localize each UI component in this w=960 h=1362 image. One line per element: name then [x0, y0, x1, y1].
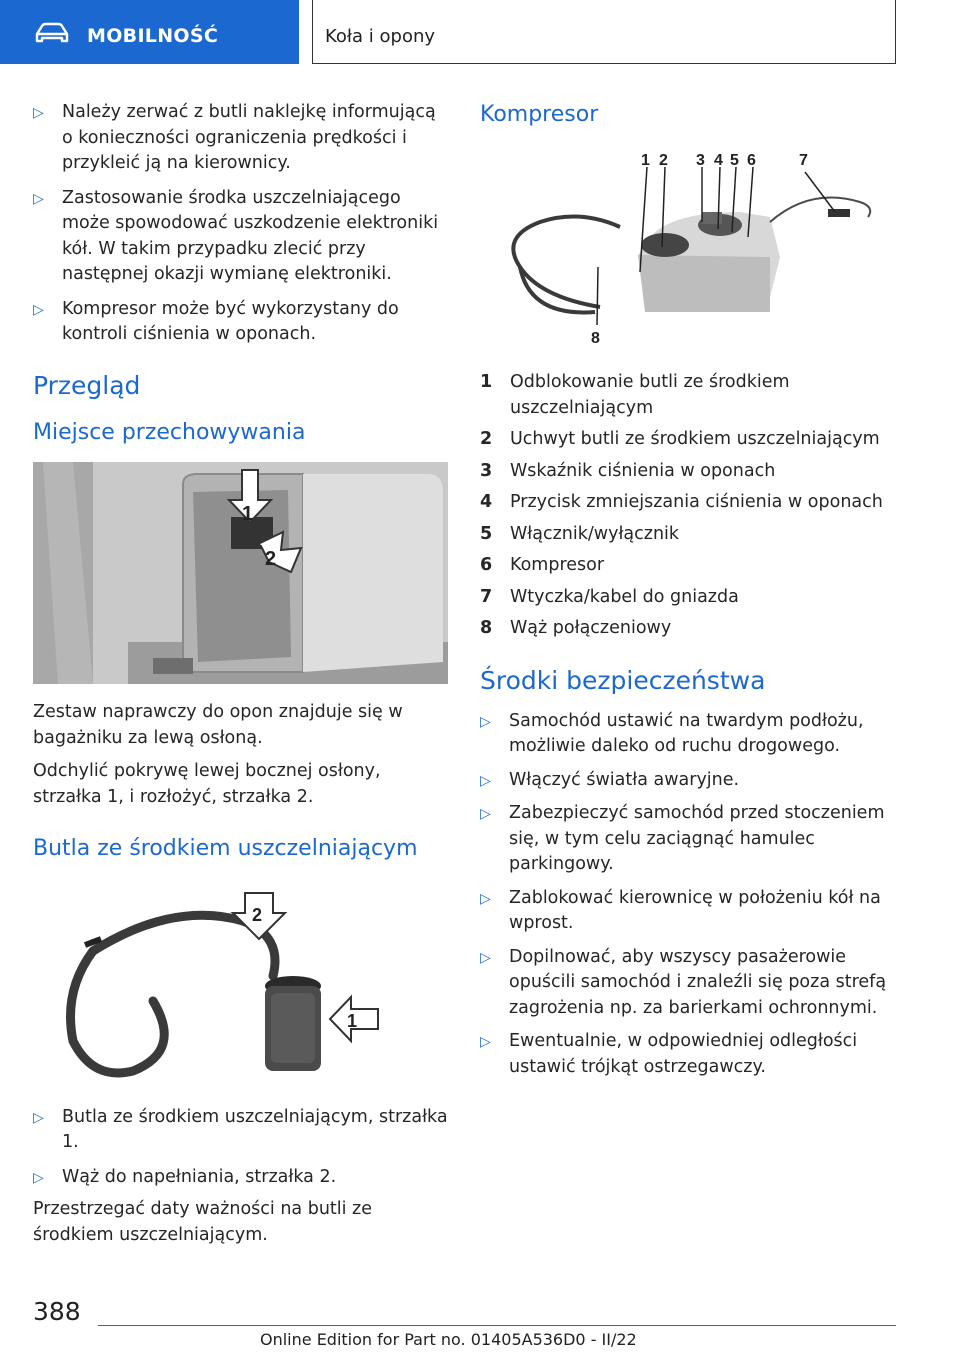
legend-item: 6 Kompresor	[480, 555, 605, 575]
triangle-bullet-icon: ▷	[33, 301, 44, 318]
heading-compressor: Kompresor	[480, 102, 599, 127]
figure-label: 4	[714, 152, 723, 169]
list-item: ▷ Należy zerwać z butli naklejkę informującą o konieczności ograniczenia prędkości i przykleić ją na kierownicy.	[33, 102, 436, 173]
figure-label: 6	[747, 152, 756, 169]
list-item: ▷ Dopilnować, aby wszyscy pasażerowie opuścili samochód i znaleźli się poza strefą zagrożenia np. za barierkami ochronnymi.	[480, 946, 887, 1018]
legend-item: 2 Uchwyt butli ze środkiem uszczelniającym	[480, 429, 880, 449]
figure-label: 2	[659, 152, 668, 169]
list-item: ▷ Zabezpieczyć samochód przed stoczeniem się, w tym celu zaciągnąć hamulec parkingowy.	[480, 803, 885, 874]
legend-item: 5 Włącznik/wyłącznik	[480, 523, 680, 544]
right-column	[480, 100, 900, 1080]
heading-storage: Miejsce przechowywania	[33, 419, 306, 445]
storage-location-image	[33, 462, 448, 684]
triangle-bullet-icon: ▷	[480, 949, 491, 966]
list-item: ▷ Ewentualnie, w odpowiedniej odległości ustawić trójkąt ostrzegawczy.	[480, 1031, 858, 1077]
chapter-tab[interactable]	[312, 0, 896, 64]
heading-safety: Środki bezpieczeństwa	[480, 665, 766, 695]
list-item: ▷ Zastosowanie środka uszczelniającego może spowodować uszkodzenie elektroniki kół. W takim przypadku zlecić przy następnej okazji wymianę elektroniki.	[33, 187, 439, 284]
list-item: ▷ Samochód ustawić na twardym podłożu, możliwie daleko od ruchu drogowego.	[480, 710, 864, 756]
legend-item: 8 Wąż połączeniowy	[480, 618, 672, 638]
triangle-bullet-icon: ▷	[480, 890, 491, 907]
figure-label: 2	[252, 904, 263, 925]
storage-paragraph-2: Odchylić pokrywę lewej bocznej osłony, strzałka 1, i rozłożyć, strzałka 2.	[33, 760, 381, 807]
section-label: MOBILNOŚĆ	[87, 25, 219, 47]
car-icon	[34, 22, 70, 44]
storage-paragraph-1: Zestaw naprawczy do opon znajduje się w bagażniku za lewą osłoną.	[33, 701, 403, 748]
legend-item: 4 Przycisk zmniejszania ciśnienia w oponach	[480, 492, 883, 512]
compressor-image	[480, 147, 895, 352]
figure-label: 2	[265, 547, 277, 570]
list-item: ▷ Wąż do napełniania, strzałka 2.	[33, 1165, 448, 1191]
left-column	[33, 100, 448, 1248]
edition-note: Online Edition for Part no. 01405A536D0 - II/22	[260, 1330, 637, 1349]
legend-item: 7 Wtyczka/kabel do gniazda	[480, 586, 739, 607]
list-item: ▷ Zablokować kierownicę w położeniu kół na wprost.	[480, 887, 881, 933]
triangle-bullet-icon: ▷	[480, 1034, 491, 1050]
list-item: ▷ Butla ze środkiem uszczelniającym, strzałka 1.	[33, 1106, 448, 1152]
legend-item: 1 Odblokowanie butli ze środkiem uszczelniającym	[480, 372, 790, 418]
triangle-bullet-icon: ▷	[480, 772, 491, 789]
triangle-bullet-icon: ▷	[33, 1169, 44, 1186]
triangle-bullet-icon: ▷	[480, 806, 491, 822]
figure-label: 5	[730, 152, 739, 169]
safety-list	[480, 709, 900, 1081]
heading-bottle: Butla ze środkiem uszczelniającym	[33, 835, 418, 861]
figure-label: 8	[591, 330, 600, 347]
legend-item: 3 Wskaźnik ciśnienia w oponach	[480, 460, 776, 481]
figure-label: 1	[242, 502, 254, 525]
list-item: ▷ Kompresor może być wykorzystany do kontroli ciśnienia w oponach.	[33, 298, 399, 344]
chapter-label: Koła i opony	[325, 26, 436, 47]
section-tab[interactable]	[0, 0, 299, 64]
compressor-legend	[480, 370, 900, 642]
bottle-paragraph: Przestrzegać daty ważności na butli ze środkiem uszczelniającym.	[33, 1199, 373, 1245]
figure-label: 1	[641, 152, 650, 169]
footer-divider	[98, 1325, 896, 1326]
figure-label: 3	[696, 152, 705, 169]
triangle-bullet-icon: ▷	[33, 190, 44, 207]
page-number: 388	[33, 1297, 81, 1326]
figure-label: 7	[799, 152, 808, 169]
sealant-bottle-image	[33, 881, 448, 1091]
triangle-bullet-icon: ▷	[33, 1109, 44, 1126]
heading-overview: Przegląd	[33, 370, 141, 400]
figure-label: 1	[347, 1010, 358, 1031]
list-item: ▷ Włączyć światła awaryjne.	[480, 768, 900, 794]
triangle-bullet-icon: ▷	[33, 105, 44, 121]
triangle-bullet-icon: ▷	[480, 713, 491, 730]
